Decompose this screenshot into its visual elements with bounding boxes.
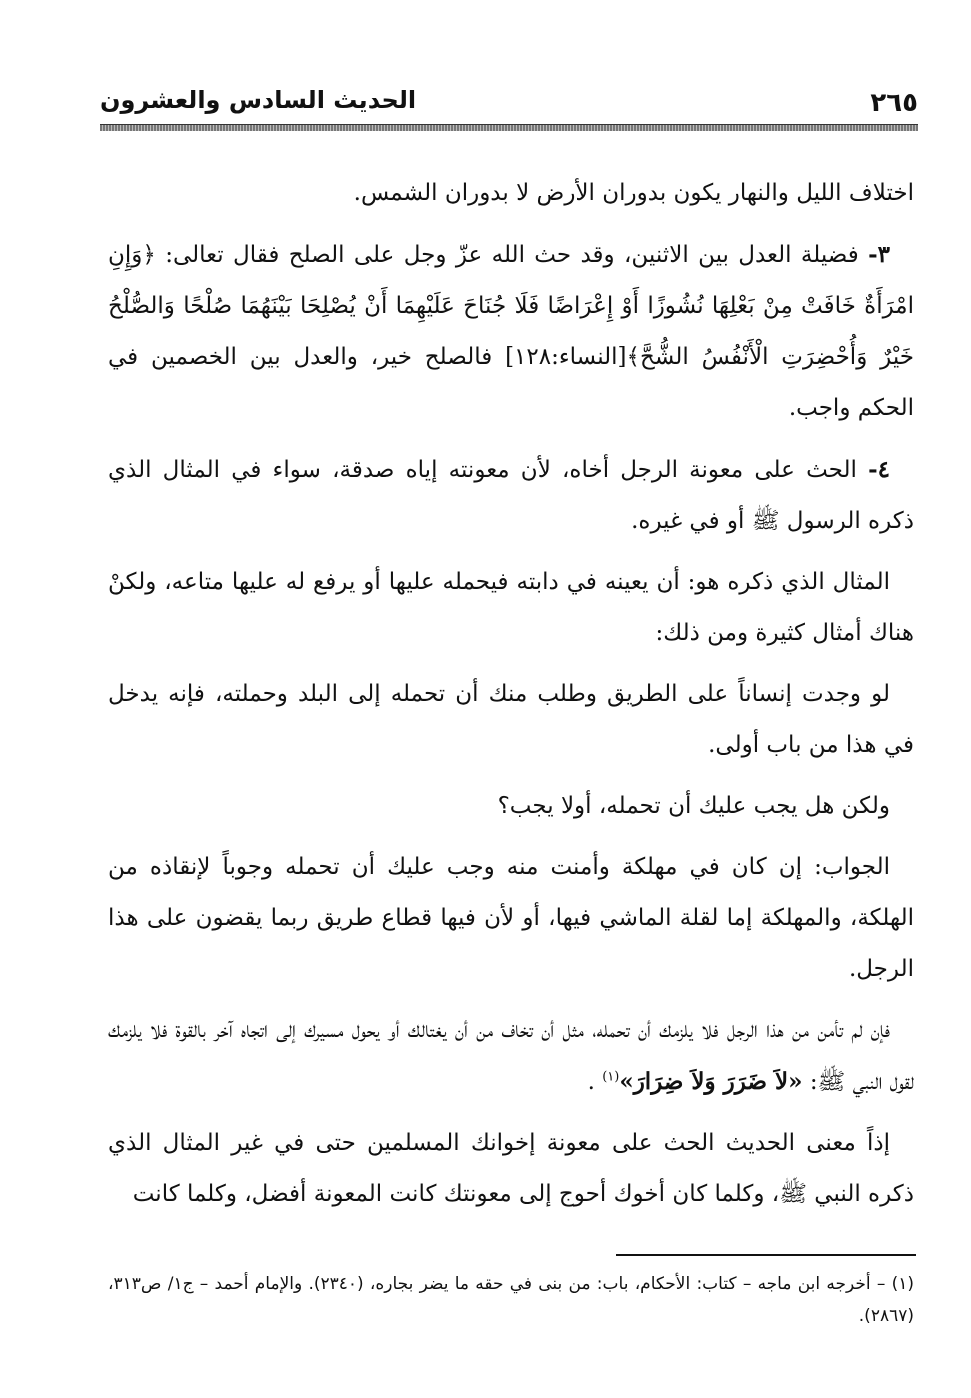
header-divider <box>100 124 918 131</box>
paragraph-9 <box>108 1118 914 1220</box>
paragraph-6-text: ولكن هل يجب عليك أن تحمله، أولا يجب؟ <box>497 793 890 819</box>
paragraph-3 <box>108 444 914 547</box>
paragraph-8-text: فإن لم تأمن من هذا الرجل فلا يلزمك أن تحمله، مثل أن تخاف من أن يغتالك أو يحول مسيرك إلى اتجاه آخر بالقوة فلا يلزمك لقول النبي ﷺ: <box>108 1017 914 1095</box>
paragraph-4-text: المثال الذي ذكره هو: أن يعينه في دابته فيحمله عليها أو يرفع له عليها متاعه، ولكنْ هناك أمثال كثيرة ومن ذلك: <box>108 569 914 646</box>
paragraph-2 <box>108 229 914 434</box>
paragraph-3-text: الحث على معونة الرجل أخاه، لأن معونته إياه صدقة، سواء في المثال الذي ذكره الرسول ﷺ أو في غيره. <box>108 457 914 534</box>
paragraph-8-end: . <box>587 1069 595 1095</box>
paragraph-8 <box>108 1005 914 1108</box>
footnote <box>108 1268 914 1332</box>
paragraph-1 <box>108 168 914 219</box>
paragraph-9-text: إذاً معنى الحديث الحث على معونة إخوانك المسلمين حتى في غير المثال الذي ذكره النبي ﷺ، وكلما كان أخوك أحوج إلى معونتك كانت المعونة أفضل، وكلما كانت <box>108 1130 914 1207</box>
page-number: ٢٦٥ <box>870 88 918 118</box>
item-number-3: ٣- <box>868 241 890 268</box>
item-number-4: ٤- <box>868 456 890 483</box>
footnote-text: (١) – أخرجه ابن ماجه – كتاب: الأحكام، باب: من بنى في حقه ما يضر بجاره، (٢٣٤٠). والإمام أحمد – ج١/ ص٣١٣، (٢٨٦٧). <box>108 1274 914 1326</box>
paragraph-6 <box>108 781 914 832</box>
hadith-quote: «لاَ ضَرَرَ وَلاَ ضِرَارَ» <box>619 1068 803 1095</box>
verse-reference: [النساء:١٢٨] <box>505 344 627 370</box>
main-text <box>108 168 914 1230</box>
quran-verse: ﴿وَإِنِ امْرَأَةٌ خَافَتْ مِنْ بَعْلِهَا نُشُوزًا أَوْ إِعْرَاضًا فَلَا جُنَاحَ عَلَيْهِمَا أَنْ يُصْلِحَا بَيْنَهُمَا صُلْحًا وَالصُّلْحُ خَيْرٌ وَأُحْضِرَتِ الْأَنْفُسُ الشُّحَّ﴾ <box>108 242 914 370</box>
page-header <box>100 78 918 122</box>
paragraph-2-after: فالصلح خير، والعدل بين الخصمين في الحكم واجب. <box>108 344 914 421</box>
paragraph-7 <box>108 842 914 995</box>
paragraph-7-text: الجواب: إن كان في مهلكة وأمنت منه وجب عليك أن تحمله وجوباً لإنقاذه من الهلكة، والمهلكة إما لقلة الماشي فيها، أو لأن فيها قطاع طريق ربما يقضون على هذا الرجل. <box>108 854 914 982</box>
footnote-marker: (١) <box>602 1069 620 1085</box>
running-title: الحديث السادس والعشرون <box>100 86 417 114</box>
paragraph-4 <box>108 557 914 659</box>
paragraph-2-text: فضيلة العدل بين الاثنين، وقد حث الله عزّ وجل على الصلح فقال تعالى: <box>165 242 859 268</box>
paragraph-1-text: اختلاف الليل والنهار يكون بدوران الأرض لا بدوران الشمس. <box>353 180 914 206</box>
footnote-divider <box>616 1254 916 1256</box>
paragraph-5 <box>108 669 914 771</box>
paragraph-5-text: لو وجدت إنساناً على الطريق وطلب منك أن تحمله إلى البلد وحملته، فإنه يدخل في هذا من باب أولى. <box>108 681 914 758</box>
